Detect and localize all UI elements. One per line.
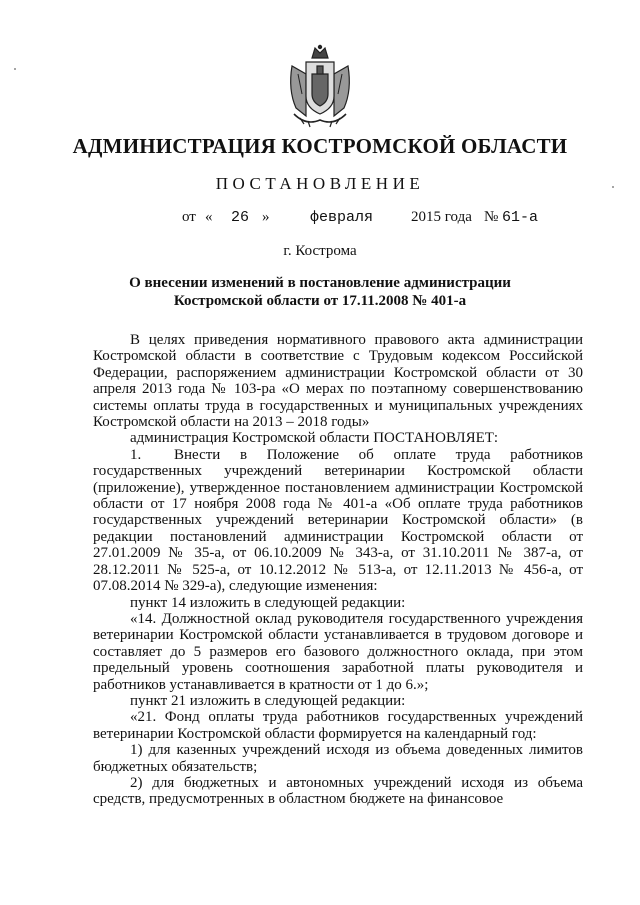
doc-number-label: № [484,209,499,225]
scan-speck [14,68,16,70]
paragraph-p21-sub-1: 1) для казенных учреждений исходя из объема доведенных лимитов бюджетных обязательств; [93,742,583,775]
date-day: 26 [231,209,250,226]
date-line [0,209,640,229]
document-title [100,274,540,310]
coat-of-arms-icon [286,44,354,128]
document-type: ПОСТАНОВЛЕНИЕ [215,174,425,193]
city: г. Кострома [283,243,357,259]
date-year: 2015 года [411,209,472,225]
doc-number: 61-а [502,209,539,226]
date-open-quote: « [205,209,213,225]
item-1-text: Внести в Положение об оплате труда работников государственных учреждений ветеринарии Костромской области (приложение), утвержденное постановлением администрации Костромской области от 17 ноября 2008 года № 401-а «Об оплате труда работников государственных учреждений ветеринарии Костромской области» (в редакции постановлений администрации Костромской области от 27.01.2009 № 35-а, от 06.10.2009 № 343-а, от 31.10.2011 № 387-а, от 28.12.2011 № 525-а, от 10.12.2012 № 513-а, от 12.11.2013 № 456-а, от 07.08.2014 № 329-а), следующие изменения: [93,446,583,595]
title-line-1: О внесении изменений в постановление администрации [129,275,511,291]
date-close-quote: » [262,209,270,225]
paragraph-p14-intro: пункт 14 изложить в следующей редакции: [130,594,406,611]
scan-speck [612,186,614,188]
paragraph-preamble: В целях приведения нормативного правового акта администрации Костромской области в соответствие с Трудовым кодексом Российской Федерации, распоряжением администрации Костромской области от 30 апреля 2013 года № 103-ра «О мерах по поэтапному совершенствованию системы оплаты труда в государственных и муниципальных учреждениях Костромской области на 2013 – 2018 годы» [93,332,583,431]
paragraph-p21-intro: пункт 21 изложить в следующей редакции: [130,692,406,709]
paragraph-resolves: администрация Костромской области ПОСТАНОВЛЯЕТ: [130,430,499,447]
paragraph-p21-text: «21. Фонд оплаты труда работников государственных учреждений ветеринарии Костромской области формируется на календарный год: [93,709,583,742]
date-month: февраля [310,209,374,226]
item-1-number: 1. [130,446,142,463]
date-from-label: от [182,209,196,225]
paragraph-item-1 [93,447,583,595]
title-line-2: Костромской области от 17.11.2008 № 401-а [173,293,467,309]
paragraph-p21-sub-2: 2) для бюджетных и автономных учреждений исходя из объема средств, предусмотренных в областном бюджете на финансовое [93,774,583,808]
agency-name: АДМИНИСТРАЦИЯ КОСТРОМСКОЙ ОБЛАСТИ [72,134,568,158]
paragraph-p14-text: «14. Должностной оклад руководителя государственного учреждения ветеринарии Костромской области устанавливается в трудовом договоре и составляет до 5 размеров его базового должностного оклада, при этом предельный уровень соотношения заработной платы руководителя и работников устанавливается в кратности от 1 до 6.»; [93,610,583,693]
document-body [93,332,583,808]
